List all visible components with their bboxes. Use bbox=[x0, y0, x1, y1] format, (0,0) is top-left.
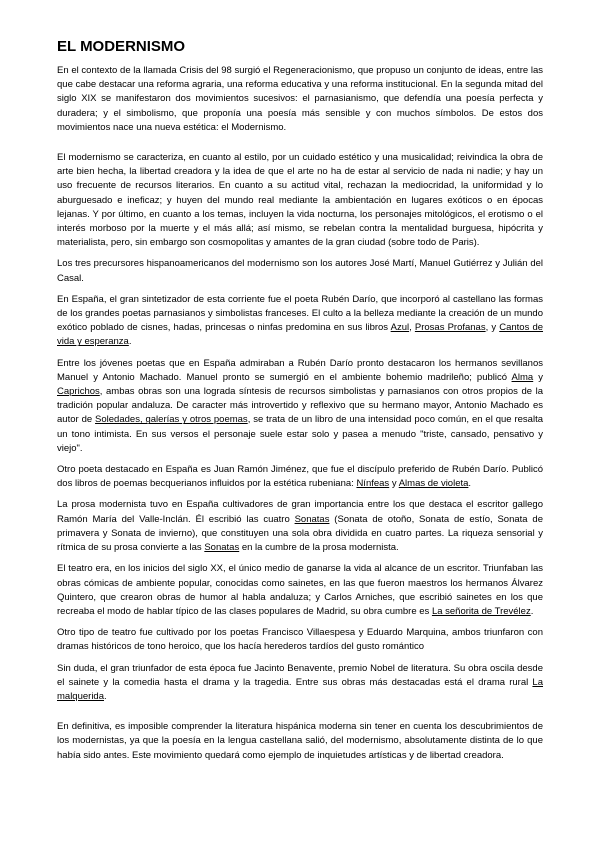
book-cantos-de-vida: Cantos de vida y esperanza bbox=[57, 322, 544, 348]
paragraph-juan-ramon: Otro poeta destacado en España es Juan Ramón Jiménez, que fue el discípulo preferido de Rubén Darío. Publicó dos libros de poemas becquerianos influidos por la estética rubeniana: Nínfeas y Almas de violeta. bbox=[57, 464, 543, 490]
book-la-malquerida: La malquerida bbox=[57, 676, 543, 702]
paragraph-regeneracionismo: En el contexto de la llamada Crisis del 98 surgió el Regeneracionismo, que propuso un conjunto de ideas, entre las que cabe destacar una reforma agraria, una reforma educativa y una reforma institucional. En la segunda mitad del siglo XIX se manifestaron dos movimientos sucesivos: el parnasianismo, que defendía una poesía perfecta y duradera; y el simbolismo, que proponía una poesía más sensible y con muchos símbolos. De estos dos movimientos nace una nueva estética: el Modernismo. bbox=[57, 65, 543, 133]
paragraph-caracteristicas: El modernismo se caracteriza, en cuanto al estilo, por un cuidado estético y una musicalidad; reivindica la obra de arte bien hecha, la libertad creadora y la idea de que el arte no ha de estar al servicio de nada ni nadie; y hay un uso frecuente de recursos literarios. En cuanto a su actitud vital, rechazan la mediocridad, la uniformidad y lo aburguesado e ineficaz; y huyen del mundo real mediante la ambientación en lugares exóticos o en épocas lejanas. Y por último, en cuanto a los temas, incluyen la vida nocturna, los personajes mitológicos, el erotismo o el interés morboso por la muerte y el más allá; así mismo, se rebelan contra la mentalidad burguesa, hipócrita y materialista, pero, sin embargo son cosmopolitas y amantes de la gran ciudad (sobre todo de Paris). bbox=[57, 152, 543, 249]
book-soledades: Soledades, galerías y otros poemas bbox=[95, 414, 248, 426]
paragraph-teatro: El teatro era, en los inicios del siglo XX, el único medio de ganarse la vida al alcance de un escritor. Triunfaban las obras cómicas de ambiente popular, conocidas como sainetes, en las que fueron maestros los hermanos Álvarez Quintero, que crearon obras de humor al habla andaluza; y Carlos Arniches, que escribió sainetes en los que recreaba el modo de hablar típico de las clases populares de Madrid, su obra cumbre es La señorita de Trevélez. bbox=[57, 563, 543, 617]
document-title: EL MODERNISMO bbox=[57, 38, 186, 55]
paragraph-conclusion: En definitiva, es imposible comprender la literatura hispánica moderna sin tener en cuenta los descubrimientos de los modernistas, ya que la poesía en la lengua castellana salió, del modernismo, absolutamente distinta de lo que había sido antes. Este movimiento quedará como ejemplo de inquietudes artísticas y de libertad creadora. bbox=[57, 721, 543, 761]
paragraph-benavente: Sin duda, el gran triunfador de esta época fue Jacinto Benavente, premio Nobel de literatura. Su obra oscila desde el sainete y la comedia hasta el drama y la tragedia. Entre sus obras más destacadas está el drama rural La malquerida. bbox=[57, 662, 543, 702]
book-prosas-profanas: Prosas Profanas bbox=[414, 322, 486, 334]
document-page bbox=[57, 38, 543, 770]
paragraph-valle-inclan: La prosa modernista tuvo en España cultivadores de gran importancia entre los que destaca el escritor gallego Ramón María del Valle-Inclán. Él escribió las cuatro Sonatas (Sonata de otoño, Sonata de estío, Sonata de primavera y Sonata de invierno), que constituyen una sola obra dividida en cuatro partes. La riqueza sensorial y rítmica de su prosa convierte a las Sonatas en la cumbre de la prosa modernista. bbox=[57, 499, 543, 554]
book-sonatas: Sonatas bbox=[294, 513, 330, 525]
book-ninfeas: Nínfeas bbox=[356, 478, 390, 490]
book-senorita-de-trevelez: La señorita de Trevélez bbox=[431, 605, 531, 617]
paragraph-precursores: Los tres precursores hispanoamericanos del modernismo son los autores José Martí, Manuel Gutiérrez y Julián del Casal. bbox=[57, 258, 543, 284]
book-sonatas-2: Sonatas bbox=[204, 542, 240, 554]
book-caprichos: Caprichos bbox=[57, 386, 100, 398]
paragraph-villaespesa: Otro tipo de teatro fue cultivado por los poetas Francisco Villaespesa y Eduardo Marquina, ambos triunfaron con dramas históricos de tono heroico, que los hacía herederos tardíos del gusto romántico bbox=[57, 627, 543, 653]
book-alma: Alma bbox=[511, 371, 534, 383]
paragraph-machado: Entre los jóvenes poetas que en España admiraban a Rubén Darío pronto destacaron los hermanos sevillanos Manuel y Antonio Machado. Manuel pronto se sumergió en el ambiente bohemio madrileño; publicó Alma y Caprichos, ambas obras son una lograda síntesis de recursos simbolistas y parnasianos con otros propios de la tradición popular andaluza. De caracter más introvertido y reflexivo que su hermano mayor, Antonio Machado es autor de Soledades, galerías y otros poemas, se trata de un libro de una intensidad poco común, en el que resalta un tono intimista. En sus versos el personaje suele estar solo y pasea a menudo "triste, cansado, pensativo y viejo". bbox=[57, 357, 543, 454]
book-almas-de-violeta: Almas de violeta bbox=[398, 478, 469, 490]
paragraph-ruben-dario: En España, el gran sintetizador de esta corriente fue el poeta Rubén Darío, que incorporó al castellano las formas de los grandes poetas parnasianos y simbolistas franceses. El culto a la belleza mediante la creación de un mundo exótico poblado de cisnes, hadas, princesas o ninfas predomina en sus libros Azul, Prosas Profanas, y Cantos de vida y esperanza. bbox=[57, 293, 544, 348]
book-azul: Azul bbox=[390, 322, 410, 334]
